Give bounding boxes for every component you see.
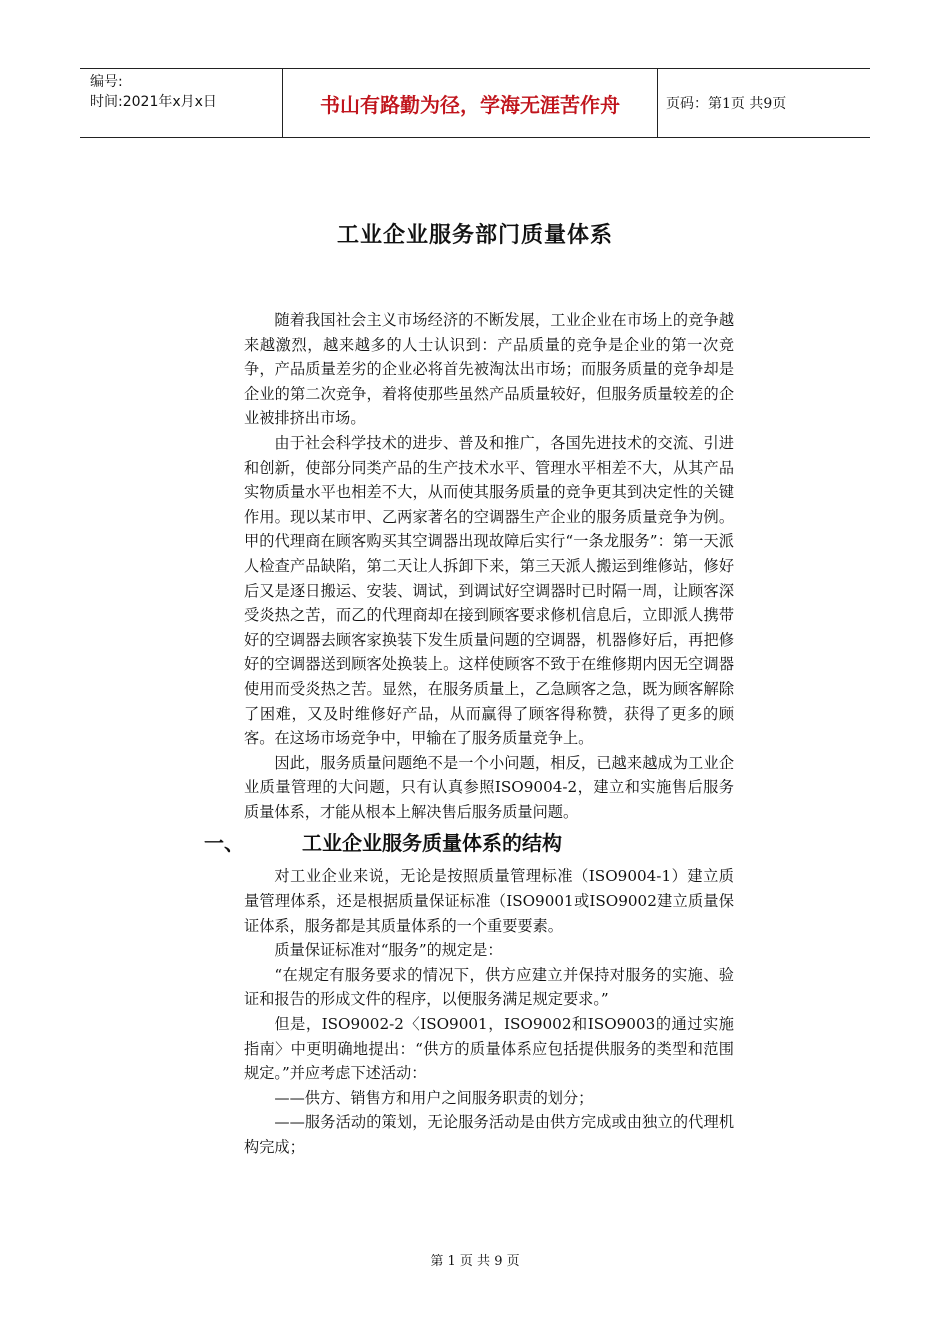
paragraph: ——服务活动的策划，无论服务活动是由供方完成或由独立的代理机构完成； bbox=[244, 1113, 734, 1156]
document-number-label: 编号: bbox=[90, 74, 123, 90]
paragraph: 由于社会科学技术的进步、普及和推广，各国先进技术的交流、引进和创新，使部分同类产品的生产技术水平、管理水平相差不大，从其产品实物质量水平也相差不大，从而使其服务质量的竞争更其到决定性的关键作用。现以某市甲、乙两家著名的空调器生产企业的服务质量竞争为例。甲的代理商在顾客购买其空调器出现故障后实行“一条龙服务”：第一天派人检查产品缺陷，第二天让人拆卸下来，第三天派人搬运到维修站，修好后又是逐日搬运、安装、调试，到调试好空调器时已时隔一周，让顾客深受炎热之苦，而乙的代理商却在接到顾客要求修机信息后，立即派人携带好的空调器去顾客家换装下发生质量问题的空调器，机器修好后，再把修好的空调器送到顾客处换装上。这样使顾客不致于在维修期内因无空调器使用而受炎热之苦。显然，在服务质量上，乙急顾客之急，既为顾客解除了困难，又及时维修好产品，从而赢得了顾客得称赞，获得了更多的顾客。在这场市场竞争中，甲输在了服务质量竞争上。 bbox=[244, 433, 734, 748]
document-body bbox=[204, 308, 734, 1160]
document-title: 工业企业服务部门质量体系 bbox=[336, 223, 613, 248]
header-motto: 书山有路勤为径，学海无涯苦作舟 bbox=[282, 69, 658, 137]
paragraph: 质量保证标准对“服务”的规定是： bbox=[274, 941, 503, 960]
paragraph: 随着我国社会主义市场经济的不断发展，工业企业在市场上的竞争越来越激烈，越来越多的人士认识到：产品质量的竞争是企业的第一次竞争，产品质量差劣的企业必将首先被淘汰出市场；而服务质量的竞争却是企业的第二次竞争，着将使那些虽然产品质量较好，但服务质量较差的企业被排挤出市场。 bbox=[244, 311, 734, 428]
page-header bbox=[80, 68, 870, 138]
section-title: 工业企业服务质量体系的结构 bbox=[302, 831, 562, 856]
section-heading bbox=[204, 830, 734, 856]
header-page-info: 页码：第1页 共9页 bbox=[666, 96, 787, 112]
document-date: 时间:2021年x月x日 bbox=[90, 94, 217, 110]
paragraph: 对工业企业来说，无论是按照质量管理标准（ISO9004-1）建立质量管理体系，还是根据质量保证标准（ISO9001或ISO9002建立质量保证体系，服务都是其质量体系的一个重要要素。 bbox=[244, 867, 734, 935]
page-footer: 第 1 页 共 9 页 bbox=[430, 1254, 520, 1269]
paragraph: ——供方、销售方和用户之间服务职责的划分； bbox=[274, 1088, 594, 1107]
header-meta bbox=[80, 69, 282, 137]
paragraph: 但是，ISO9002-2〈ISO9001，ISO9002和ISO9003的通过实施指南〉中更明确地提出：“供方的质量体系应包括提供服务的类型和范围规定。”并应考虑下述活动： bbox=[244, 1015, 734, 1083]
paragraph: “在规定有服务要求的情况下，供方应建立并保持对服务的实施、验证和报告的形成文件的程序，以便服务满足规定要求。” bbox=[244, 965, 734, 1009]
paragraph: 因此，服务质量问题绝不是一个小问题，相反，已越来越成为工业企业质量管理的大问题，只有认真参照ISO9004-2，建立和实施售后服务质量体系，才能从根本上解决售后服务质量问题。 bbox=[244, 753, 734, 821]
section-number: 一、 bbox=[204, 831, 244, 856]
